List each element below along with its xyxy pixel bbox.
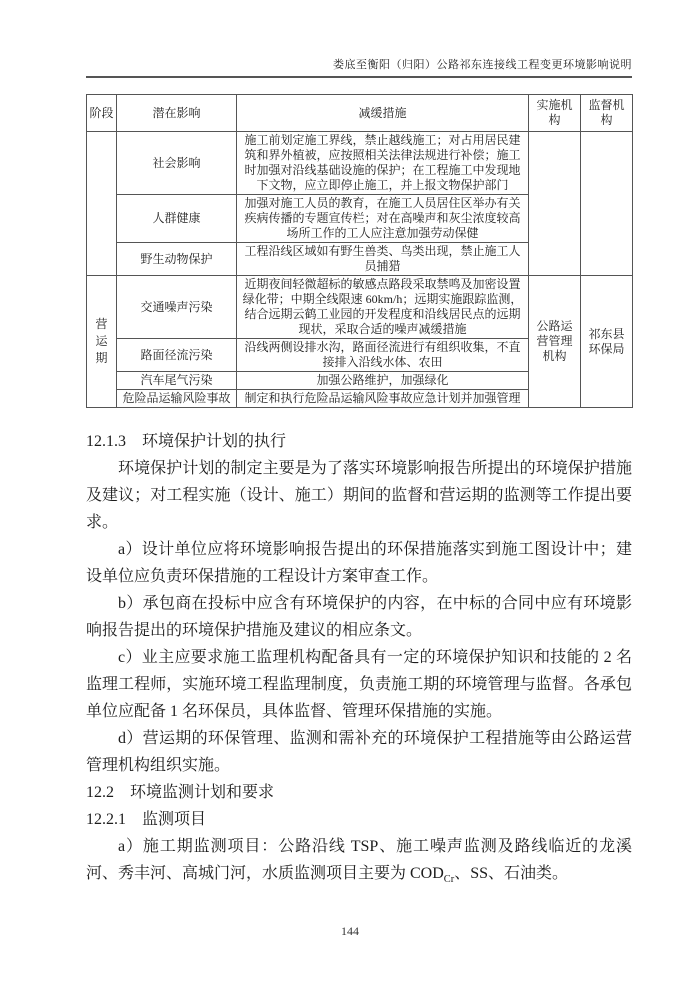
page-number: 144 <box>341 924 359 938</box>
measure-cell: 加强对施工人员的教育，在施工人员居住区举办有关疾病传播的专题宣传栏；对在高噪声和灰尘浓度较高场所工作的工人应注意加强劳动保健 <box>237 195 529 243</box>
body-text <box>86 428 632 893</box>
header-title: 娄底至衡阳（归阳）公路祁东连接线工程变更环境影响说明 <box>333 59 632 71</box>
supervisor-cell <box>581 132 633 276</box>
col-header-impact: 潜在影响 <box>117 95 237 132</box>
impact-cell: 路面径流污染 <box>117 339 237 372</box>
mitigation-measures-table <box>86 94 633 408</box>
implementer-cell <box>529 132 581 276</box>
paragraph-item-a: a）设计单位应将环境影响报告提出的环保措施落实到施工图设计中；建设单位应负责环保措施的工程设计方案审查工作。 <box>86 541 632 585</box>
monitoring-text-before: a）施工期监测项目：公路沿线 TSP、施工噪声监测及路线临近的龙溪河、秀丰河、高城门河，水质监测项目主要为 COD <box>86 838 632 882</box>
impact-cell: 社会影响 <box>117 132 237 195</box>
paragraph-plan-purpose: 环境保护计划的制定主要是为了落实环境影响报告所提出的环境保护措施及建议；对工程实施（设计、施工）期间的监督和营运期的监测等工作提出要求。 <box>86 460 632 531</box>
measure-cell: 工程沿线区域如有野生兽类、鸟类出现，禁止施工人员捕猎 <box>237 243 529 276</box>
col-header-stage: 阶段 <box>87 95 117 132</box>
table-row-traffic-noise <box>87 276 633 339</box>
table-row-social-impact <box>87 132 633 195</box>
measure-cell: 近期夜间轻微超标的敏感点路段采取禁鸣及加密设置绿化带；中期全线限速 60km/h；远期实施跟踪监测，结合远期云鹤工业园的开发程度和沿线居民点的远期现状，采取合适的噪声减缓措施 <box>237 276 529 339</box>
impact-cell: 危险品运输风险事故 <box>117 390 237 408</box>
impact-cell: 汽车尾气污染 <box>117 372 237 390</box>
stage-cell-construction <box>87 132 117 276</box>
measure-cell: 制定和执行危险品运输风险事故应急计划并加强管理 <box>237 390 529 408</box>
table-header-row <box>87 95 633 132</box>
measure-cell: 沿线两侧设排水沟，路面径流进行有组织收集，不直接排入沿线水体、农田 <box>237 339 529 372</box>
stage-cell-operation: 营运期 <box>87 276 117 408</box>
impact-cell: 人群健康 <box>117 195 237 243</box>
cod-subscript: Cr <box>443 874 455 886</box>
paragraph-item-b: b）承包商在投标中应含有环境保护的内容，在中标的合同中应有环境影响报告提出的环境保护措施及建议的相应条文。 <box>86 595 632 639</box>
impact-cell: 交通噪声污染 <box>117 276 237 339</box>
col-header-supervisor: 监督机构 <box>581 95 633 132</box>
col-header-measure: 减缓措施 <box>237 95 529 132</box>
supervisor-cell: 祁东县环保局 <box>581 276 633 408</box>
implementer-cell: 公路运营管理机构 <box>529 276 581 408</box>
section-heading-12-2: 12.2 环境监测计划和要求 <box>86 784 275 801</box>
paragraph-item-c: c）业主应要求施工监理机构配备具有一定的环境保护知识和技能的 2 名监理工程师，实施环境工程监理制度，负责施工期的环境管理与监督。各承包单位应配备 1 名环保员，具体监督、管理环保措施的实施。 <box>86 649 632 720</box>
monitoring-text-after: 、SS、石油类。 <box>454 865 568 882</box>
measure-cell: 施工前划定施工界线，禁止越线施工；对占用居民建筑和界外植被，应按照相关法律法规进行补偿；施工时加强对沿线基础设施的保护；在工程施工中发现地下文物，应立即停止施工，并上报文物保护部门 <box>237 132 529 195</box>
col-header-implementer: 实施机构 <box>529 95 581 132</box>
measure-cell: 加强公路维护，加强绿化 <box>237 372 529 390</box>
section-heading-12-1-3: 12.1.3 环境保护计划的执行 <box>86 433 287 450</box>
page-footer <box>0 924 700 939</box>
page-header <box>86 0 632 78</box>
impact-cell: 野生动物保护 <box>117 243 237 276</box>
paragraph-item-d: d）营运期的环保管理、监测和需补充的环境保护工程措施等由公路运营管理机构组织实施。 <box>86 730 632 774</box>
section-heading-12-2-1: 12.2.1 监测项目 <box>86 811 207 828</box>
paragraph-monitoring-items <box>86 833 632 893</box>
